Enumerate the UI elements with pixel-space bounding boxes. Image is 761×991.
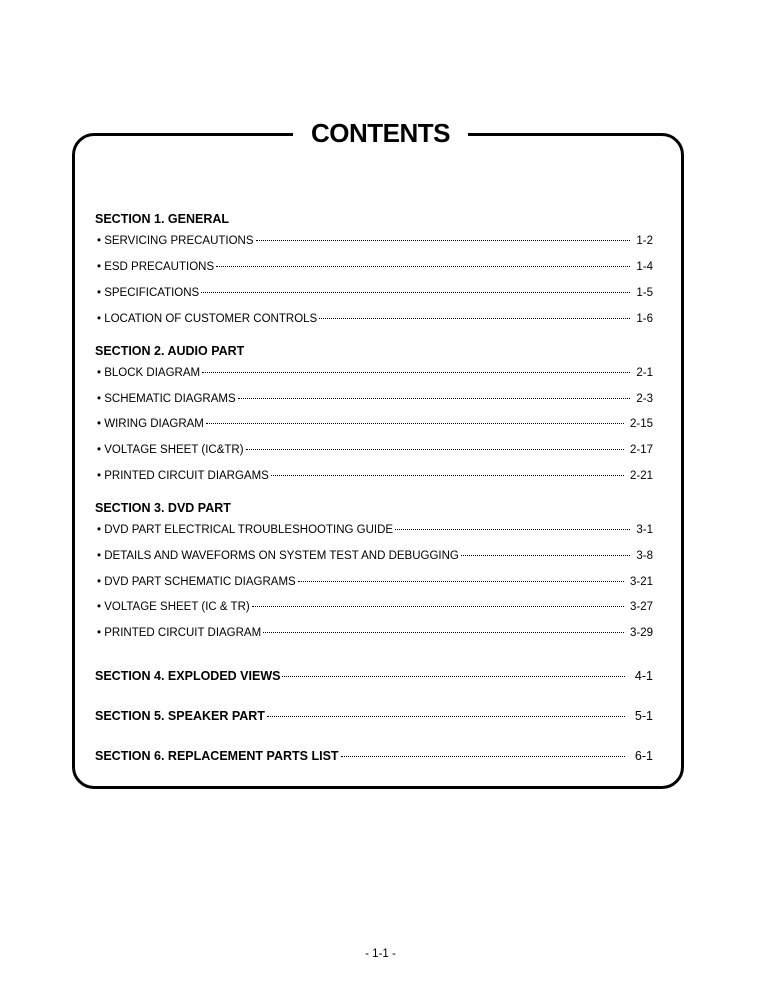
toc-entry-page: 3-29 <box>629 627 653 639</box>
toc-entry-label: • SERVICING PRECAUTIONS <box>97 235 254 247</box>
toc-entry-page: 1-2 <box>636 235 653 247</box>
toc-entry-label: • VOLTAGE SHEET (IC&TR) <box>97 444 244 456</box>
toc-entry-label: • WIRING DIAGRAM <box>97 418 204 430</box>
toc-entry-label: • BLOCK DIAGRAM <box>97 367 201 379</box>
dot-leader <box>216 266 630 267</box>
section-heading-general: SECTION 1. GENERAL <box>95 212 230 226</box>
section-heading-audio-part: SECTION 2. AUDIO PART <box>95 344 245 358</box>
dot-leader <box>282 676 624 677</box>
toc-entry-label: • DVD PART ELECTRICAL TROUBLESHOOTING GUIDE <box>97 524 394 536</box>
dot-leader <box>202 372 630 373</box>
dot-leader <box>206 423 624 424</box>
toc-entry-page: 2-1 <box>636 367 653 379</box>
dot-leader <box>252 606 624 607</box>
toc-entry <box>97 442 653 458</box>
toc-entry-label: • SPECIFICATIONS <box>97 287 200 299</box>
toc-section-page: 5-1 <box>634 709 653 723</box>
toc-section-page: 4-1 <box>634 669 653 683</box>
toc-entry-page: 2-17 <box>629 444 653 456</box>
dot-leader <box>267 716 625 717</box>
dot-leader <box>395 529 630 530</box>
dot-leader <box>256 240 631 241</box>
toc-entry <box>97 468 653 484</box>
toc-section-entry-replacement-parts-list <box>95 748 653 764</box>
toc-entry <box>97 311 653 327</box>
toc-entry-page: 2-15 <box>629 418 653 430</box>
toc-entry <box>97 285 653 301</box>
toc-entry-page: 3-27 <box>629 601 653 613</box>
toc-entry <box>97 416 653 432</box>
dot-leader <box>238 398 631 399</box>
toc-entry <box>97 391 653 407</box>
toc-entry-page: 3-21 <box>629 576 653 588</box>
toc-section-label: SECTION 6. REPLACEMENT PARTS LIST <box>95 749 339 763</box>
toc-entry-page: 1-4 <box>636 261 653 273</box>
toc-entry <box>97 625 653 641</box>
toc-entry-label: • ESD PRECAUTIONS <box>97 261 215 273</box>
toc-entry-label: • LOCATION OF CUSTOMER CONTROLS <box>97 313 318 325</box>
dot-leader <box>201 292 630 293</box>
dot-leader <box>319 318 630 319</box>
toc-entry-label: • PRINTED CIRCUIT DIAGRAM <box>97 627 262 639</box>
toc-entry-label: • DVD PART SCHEMATIC DIAGRAMS <box>97 576 296 588</box>
section-heading-dvd-part: SECTION 3. DVD PART <box>95 501 231 515</box>
toc-section-label: SECTION 4. EXPLODED VIEWS <box>95 669 281 683</box>
contents-frame <box>72 133 684 789</box>
toc-entry-label: • DETAILS AND WAVEFORMS ON SYSTEM TEST AND DEBUGGING <box>97 550 459 562</box>
dot-leader <box>298 581 624 582</box>
dot-leader <box>246 449 624 450</box>
toc-entry-page: 2-3 <box>636 393 653 405</box>
toc-entry-label: • SCHEMATIC DIAGRAMS <box>97 393 236 405</box>
toc-entry-label: • VOLTAGE SHEET (IC & TR) <box>97 601 250 613</box>
page-number: - 1-1 - <box>365 948 396 960</box>
toc-entry-page: 3-8 <box>636 550 653 562</box>
toc-entry-page: 2-21 <box>629 470 653 482</box>
toc-section-entry-exploded-views <box>95 668 653 684</box>
dot-leader <box>263 632 624 633</box>
toc-entry-page: 1-5 <box>636 287 653 299</box>
dot-leader <box>461 555 631 556</box>
toc-entry <box>97 548 653 564</box>
toc-entry-label: • PRINTED CIRCUIT DIARGAMS <box>97 470 269 482</box>
toc-entry <box>97 365 653 381</box>
toc-entry <box>97 233 653 249</box>
toc-entry <box>97 574 653 590</box>
toc-section-label: SECTION 5. SPEAKER PART <box>95 709 265 723</box>
page-title: CONTENTS <box>0 115 761 151</box>
toc-entry-page: 1-6 <box>636 313 653 325</box>
toc-section-entry-speaker-part <box>95 708 653 724</box>
toc-entry-page: 3-1 <box>636 524 653 536</box>
toc-entry <box>97 599 653 615</box>
toc-entry <box>97 522 653 538</box>
toc-section-page: 6-1 <box>634 749 653 763</box>
toc-entry <box>97 259 653 275</box>
dot-leader <box>341 756 625 757</box>
dot-leader <box>271 475 624 476</box>
